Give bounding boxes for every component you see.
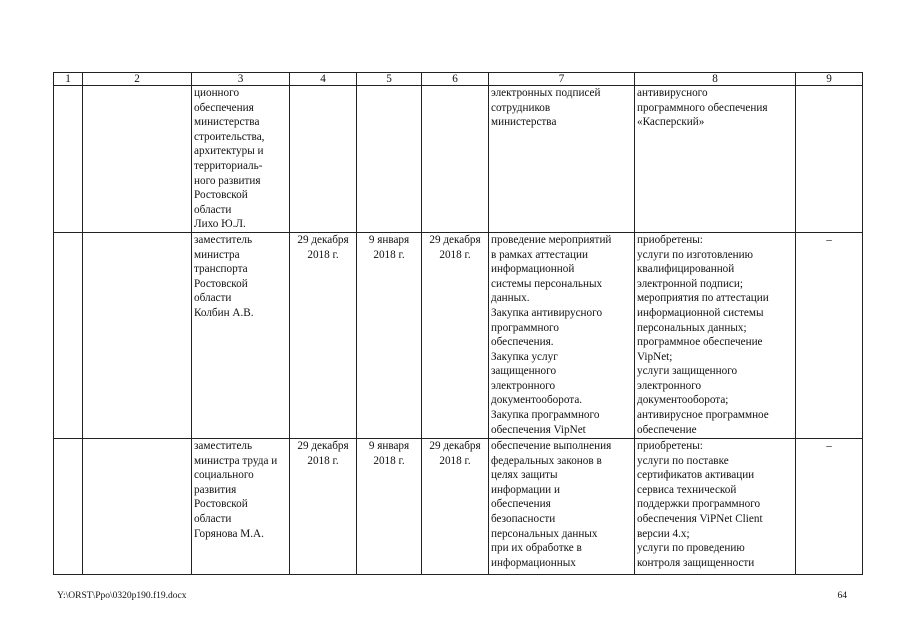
date-cell (422, 86, 489, 233)
column-number: 8 (635, 73, 796, 86)
table-cell (54, 232, 83, 438)
notes-cell (796, 86, 863, 233)
responsible-person-cell: заместитель министра труда и социального развития Ростовской области Горянова М.А. (192, 438, 290, 574)
table-cell (83, 438, 192, 574)
date-cell: 29 декабря 2018 г. (290, 438, 357, 574)
notes-cell: – (796, 438, 863, 574)
results-cell: приобретены: услуги по поставке сертификатов активации сервиса технической поддержки программного обеспечения ViPNet Client версии 4.х; услуги по проведению контроля защищенности (635, 438, 796, 574)
table-cell (54, 438, 83, 574)
column-number: 2 (83, 73, 192, 86)
column-number: 1 (54, 73, 83, 86)
results-cell: приобретены: услуги по изготовлению квалифицированной электронной подписи; мероприятия по аттестации информационной системы персональных данных; программное обеспечение VipNet; услуги защищенного электронного документооборота; антивирусное программное обеспечение (635, 232, 796, 438)
column-number: 3 (192, 73, 290, 86)
column-number: 7 (489, 73, 635, 86)
notes-cell: – (796, 232, 863, 438)
date-cell: 29 декабря 2018 г. (290, 232, 357, 438)
date-cell (290, 86, 357, 233)
file-path-footer: Y:\ORST\Ppo\0320p190.f19.docx (57, 591, 187, 601)
column-number-row (54, 73, 863, 86)
column-number: 4 (290, 73, 357, 86)
measures-cell: проведение мероприятий в рамках аттестации информационной системы персональных данных. Закупка антивирусного программного обеспечения. Закупка услуг защищенного электронного документооборота. Закупка программного обеспечения VipNet (489, 232, 635, 438)
responsible-person-cell: ционного обеспечения министерства строительства, архитектуры и территориаль- ного развития Ростовской области Лихо Ю.Л. (192, 86, 290, 233)
column-number: 6 (422, 73, 489, 86)
measures-cell: обеспечение выполнения федеральных законов в целях защиты информации и обеспечения безопасности персональных данных при их обработке в информационных (489, 438, 635, 574)
table-cell (83, 232, 192, 438)
results-cell: антивирусного программного обеспечения «Касперский» (635, 86, 796, 233)
table-row (54, 86, 863, 233)
date-cell: 29 декабря 2018 г. (422, 438, 489, 574)
document-table (53, 72, 863, 575)
table-row (54, 232, 863, 438)
measures-cell: электронных подписей сотрудников министерства (489, 86, 635, 233)
column-number: 9 (796, 73, 863, 86)
date-cell: 9 января 2018 г. (357, 438, 422, 574)
date-cell (357, 86, 422, 233)
page-number: 64 (837, 591, 847, 601)
date-cell: 29 декабря 2018 г. (422, 232, 489, 438)
table-cell (83, 86, 192, 233)
date-cell: 9 января 2018 г. (357, 232, 422, 438)
table-cell (54, 86, 83, 233)
column-number: 5 (357, 73, 422, 86)
responsible-person-cell: заместитель министра транспорта Ростовской области Колбин А.В. (192, 232, 290, 438)
table-row (54, 438, 863, 574)
